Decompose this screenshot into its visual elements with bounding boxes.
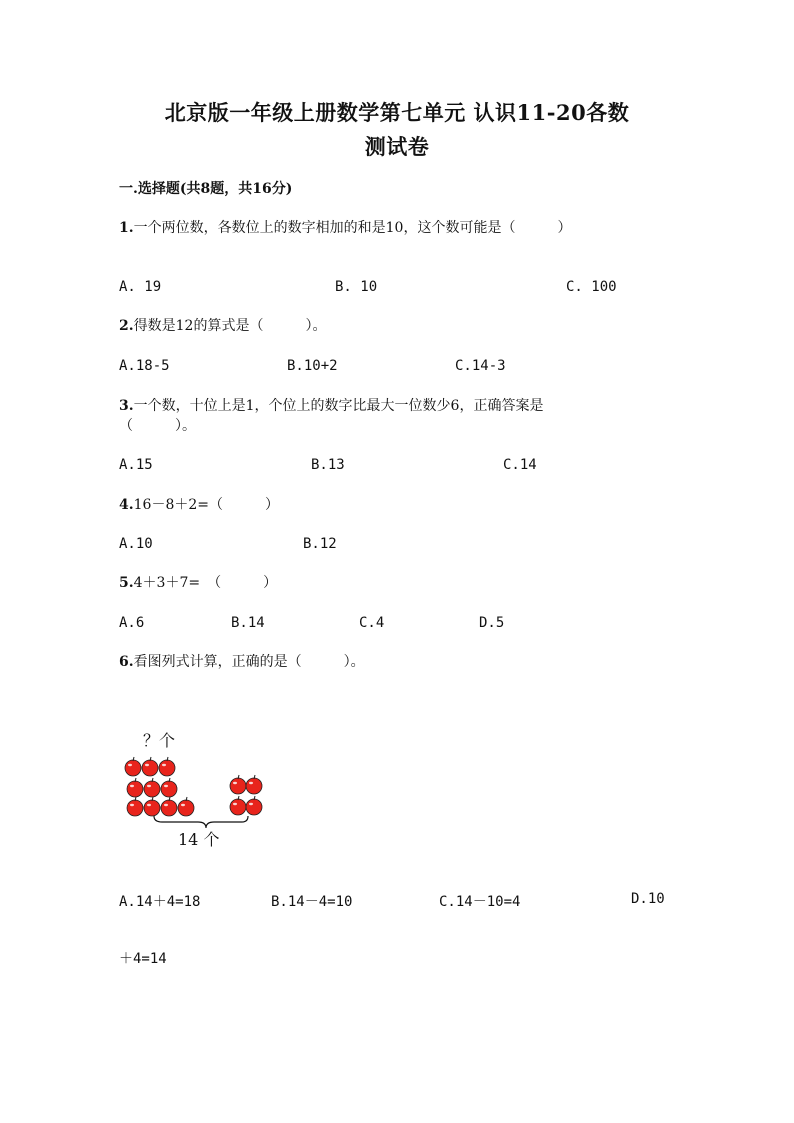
apple-icon (144, 797, 160, 816)
q2-option-b[interactable]: B.10+2 (287, 358, 338, 374)
figure-question-label: ？个 (143, 731, 176, 750)
question-text-continued: （ ）。 (119, 418, 196, 434)
apple-icon (159, 757, 175, 776)
figure-total-label: 14 个 (178, 830, 220, 849)
q3-option-c[interactable]: C.14 (503, 457, 537, 473)
q4-option-a[interactable]: A.10 (119, 536, 153, 552)
apple-group (125, 757, 262, 816)
apple-icon (230, 775, 246, 794)
page-title: 北京版一年级上册数学第七单元 认识11-20各数 (164, 100, 630, 125)
question-text: 16－8＋2=（ ） (133, 497, 279, 513)
question-number: 5. (119, 575, 134, 591)
page-subtitle: 测试卷 (364, 134, 430, 159)
q6-option-d-continued: ＋4=14 (119, 951, 167, 967)
apple-icon (127, 797, 143, 816)
q5-option-c[interactable]: C.4 (359, 615, 385, 631)
apple-icon (246, 775, 262, 794)
apple-figure (118, 728, 288, 858)
question-text: 得数是12的算式是（ ）。 (133, 318, 327, 334)
q3-option-b[interactable]: B.13 (311, 457, 345, 473)
question-2 (119, 316, 326, 336)
question-5 (119, 573, 277, 593)
q1-option-c[interactable]: C. 100 (566, 279, 617, 295)
question-text: 一个两位数，各数位上的数字相加的和是10，这个数可能是（ ） (133, 220, 572, 236)
q2-option-c[interactable]: C.14-3 (455, 358, 506, 374)
question-text: 看图列式计算，正确的是（ ）。 (133, 654, 365, 670)
q6-option-b[interactable]: B.14－4=10 (271, 894, 353, 910)
q2-option-a[interactable]: A.18-5 (119, 358, 170, 374)
section-heading: 一.选择题(共8题，共16分) (119, 181, 293, 197)
apple-icon (246, 796, 262, 815)
q1-option-a[interactable]: A. 19 (119, 279, 162, 295)
brace-icon (154, 816, 248, 828)
apple-icon (161, 778, 177, 797)
question-4 (119, 495, 279, 515)
apple-icon (127, 778, 143, 797)
q6-option-d[interactable]: D.10 (631, 891, 665, 907)
q3-option-a[interactable]: A.15 (119, 457, 153, 473)
apple-icon (142, 757, 158, 776)
apple-icon (144, 778, 160, 797)
question-6 (119, 652, 365, 672)
q5-option-d[interactable]: D.5 (479, 615, 505, 631)
question-number: 4. (119, 497, 134, 513)
apple-icon (230, 796, 246, 815)
question-1 (119, 218, 571, 238)
q4-option-b[interactable]: B.12 (303, 536, 337, 552)
question-3 (119, 396, 543, 436)
q6-option-c[interactable]: C.14－10=4 (439, 894, 521, 910)
question-text: 4＋3＋7= （ ） (133, 575, 278, 591)
question-text: 一个数，十位上是1，个位上的数字比最大一位数少6，正确答案是 (133, 398, 544, 414)
question-number: 2. (119, 318, 134, 334)
apple-icon (178, 797, 194, 816)
question-number: 3. (119, 398, 134, 414)
apple-icon (125, 757, 141, 776)
question-number: 6. (119, 654, 134, 670)
q1-option-b[interactable]: B. 10 (335, 279, 378, 295)
apple-icon (161, 797, 177, 816)
q5-option-a[interactable]: A.6 (119, 615, 145, 631)
q6-option-a[interactable]: A.14＋4=18 (119, 894, 201, 910)
question-number: 1. (119, 220, 134, 236)
q5-option-b[interactable]: B.14 (231, 615, 265, 631)
